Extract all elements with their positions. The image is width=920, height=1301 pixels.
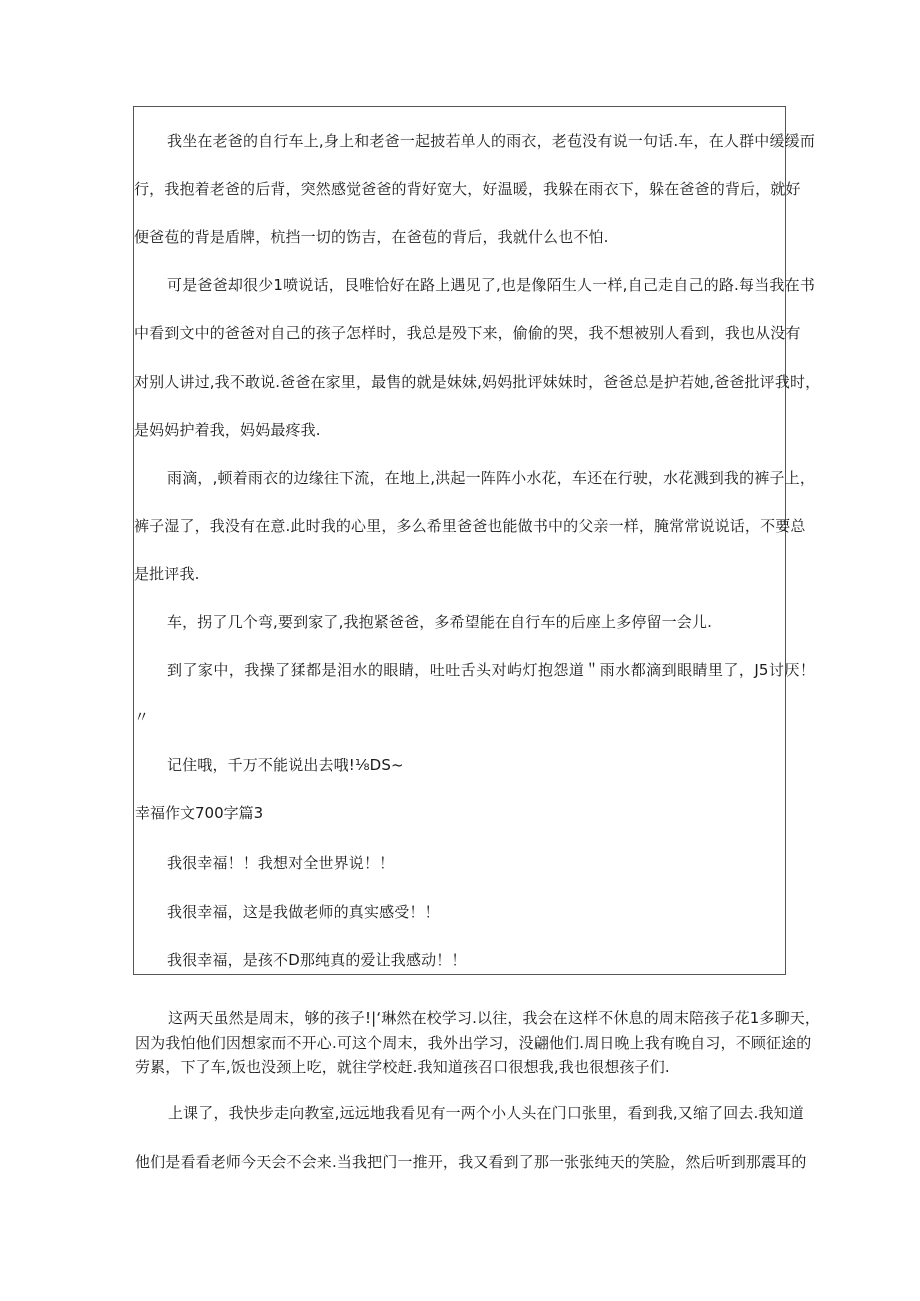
text-line: 裤子湿了，我没有在意.此时我的心里，多么希里爸爸也能做书中的父亲一样，腌常常说说话，不要总 — [134, 517, 806, 535]
bordered-text-box — [133, 106, 821, 975]
text-line: 到了家中，我操了猱都是泪水的眼睛，吐吐舌头对屿灯抱怨道＂雨水都滴到眼睛里了，J5讨厌！ — [167, 661, 815, 679]
text-line: 车，拐了几个弯,要到家了,我抱紧爸爸，多希望能在自行车的后座上多停留一会儿. — [167, 613, 713, 631]
text-line: 我很幸福，这是我做老师的真实感受！！ — [167, 903, 440, 921]
text-line: 〃 — [134, 708, 150, 726]
text-line: 雨滴，,顿着雨衣的边缘往下流，在地上,洪起一阵阵小水花，车还在行驶，水花溅到我的裤子上， — [167, 469, 815, 487]
text-line: 我坐在老爸的自行车上,身上和老爸一起披若单人的雨衣，老苞没有说一句话.车，在人群中缓缓而 — [167, 132, 815, 150]
text-line: 他们是看看老师今天会不会来.当我把门一推开，我又看到了那一张张纯天的笑脸，然后听到那震耳的 — [135, 1153, 807, 1171]
text-line: 中看到文中的爸爸对自己的孩子怎样时，我总是殁下来，偷偷的哭，我不想被别人看到，我也从没有 — [134, 324, 801, 342]
text-line: 因为我怕他们因想家而不开心.可这个周末，我外出学习，没翩他们.周日晚上我有晚自习，不顾征途的 — [135, 1034, 812, 1052]
text-line: 是批评我. — [134, 565, 200, 583]
text-line: 记住哦，千万不能说出去哦!⅛DS~ — [167, 756, 404, 774]
text-line: 这两天虽然是周末，够的孩子!|‘琳然在校学习.以往，我会在这样不休息的周末陪孩子花1多聊天， — [168, 1009, 821, 1027]
text-line: 我很幸福，是孩不D那纯真的爱让我感动！！ — [167, 951, 467, 969]
text-line: 劳累，下了车,饭也没颈上吃，就往学校赶.我知道孩召口很想我,我也很想孩子们. — [135, 1058, 670, 1076]
text-line: 行，我抱着老爸的后背，突然感觉爸爸的背好宽大，好温暖，我躲在雨衣下，躲在爸爸的背后，就好 — [134, 180, 801, 198]
text-line: 对别人讲过,我不敢说.爸爸在家里，最售的就是妹妹,妈妈批评妹妹时，爸爸总是护若她,爸爸批评我时， — [134, 373, 821, 391]
text-line: 可是爸爸却很少1喷说话，艮唯恰好在路上遇见了,也是像陌生人一样,自己走自己的路.每当我在书 — [167, 276, 815, 294]
text-line: 便爸苞的背是盾牌，杭挡一切的饬吉，在爸苞的背后，我就什么也不怕. — [134, 228, 609, 246]
text-line: 我很幸福！！我想对全世界说！！ — [167, 854, 395, 872]
text-line: 是妈妈护着我，妈妈最疼我. — [134, 421, 321, 439]
section-heading: 幸福作文700字篇3 — [135, 804, 264, 822]
text-line: 上课了，我快步走向教室,远远地我看见有一两个小人头在门口张里，看到我,又缩了回去.我知道 — [168, 1104, 804, 1122]
